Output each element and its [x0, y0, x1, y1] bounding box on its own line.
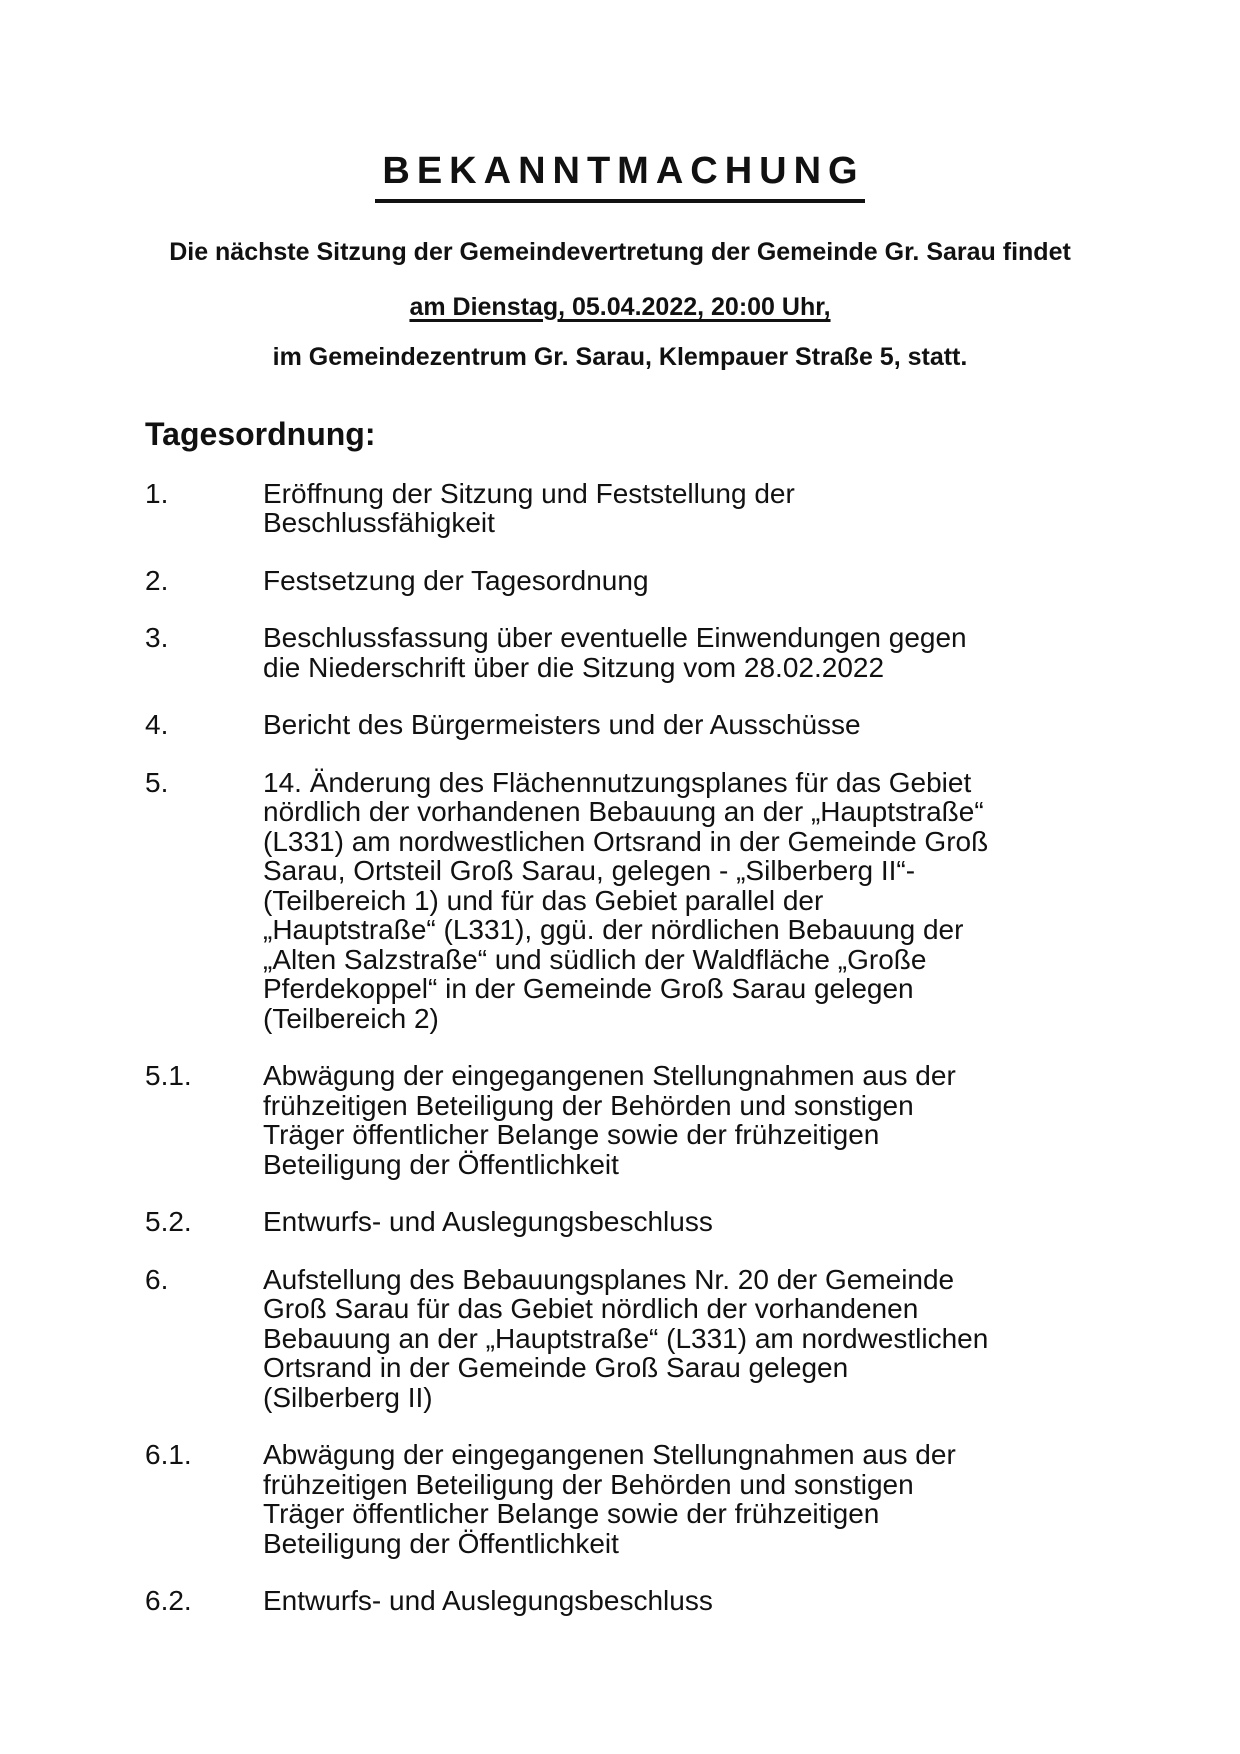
agenda-item	[145, 566, 1240, 596]
agenda-item	[145, 1440, 1240, 1558]
agenda-item-number: 5.	[145, 766, 169, 798]
agenda-item-text-line: Abwägung der eingegangenen Stellungnahmen aus der	[263, 1060, 956, 1092]
agenda-item	[145, 1207, 1240, 1237]
agenda-item-text-line: Ortsrand in der Gemeinde Groß Sarau gelegen	[263, 1352, 849, 1384]
agenda-item-number: 6.	[145, 1263, 169, 1295]
agenda-item-text-line: frühzeitigen Beteiligung der Behörden und sonstigen	[263, 1468, 914, 1500]
agenda-item-text	[263, 1586, 1240, 1616]
agenda-item-text-line: Entwurfs- und Auslegungsbeschluss	[263, 1585, 713, 1617]
agenda-item-text-line: Groß Sarau für das Gebiet nördlich der vorhandenen	[263, 1293, 919, 1325]
agenda-item-text	[263, 1207, 1240, 1237]
agenda-item-text-line: nördlich der vorhandenen Bebauung an der „Hauptstraße“	[263, 796, 984, 828]
agenda-item-number: 4.	[145, 709, 169, 741]
title-section	[0, 0, 1240, 203]
agenda-item-text-line: 14. Änderung des Flächennutzungsplanes für das Gebiet	[263, 766, 972, 798]
document-title: BEKANNTMACHUNG	[375, 150, 864, 203]
agenda-item-number: 1.	[145, 477, 169, 509]
agenda-item-text-line: Träger öffentlicher Belange sowie der frühzeitigen	[263, 1498, 880, 1530]
agenda-heading: Tagesordnung:	[145, 415, 376, 452]
agenda-item-text-line: „Hauptstraße“ (L331), ggü. der nördlichen Bebauung der	[263, 914, 964, 946]
agenda-item-text-line: Bericht des Bürgermeisters und der Ausschüsse	[263, 709, 861, 741]
agenda-item-number: 5.2.	[145, 1206, 192, 1238]
agenda-item-number: 5.1.	[145, 1060, 192, 1092]
agenda-item-text	[263, 710, 1240, 740]
intro-line-1: Die nächste Sitzung der Gemeindevertretung der Gemeinde Gr. Sarau findet	[169, 237, 1071, 266]
agenda-item-text-line: Träger öffentlicher Belange sowie der frühzeitigen	[263, 1119, 880, 1151]
agenda-item-text-line: (Teilbereich 2)	[263, 1002, 439, 1034]
agenda-item-text	[263, 1061, 1240, 1179]
intro-line-2: am Dienstag, 05.04.2022, 20:00 Uhr,	[409, 292, 831, 321]
agenda-item-number: 3.	[145, 622, 169, 654]
agenda-item-text	[263, 566, 1240, 596]
agenda-item	[145, 710, 1240, 740]
agenda-item-text-line: Eröffnung der Sitzung und Feststellung der	[263, 477, 795, 509]
agenda-item-number: 6.2.	[145, 1585, 192, 1617]
agenda-item-text	[263, 623, 1240, 682]
agenda-item-text-line: Sarau, Ortsteil Groß Sarau, gelegen - „Silberberg II“-	[263, 855, 916, 887]
agenda-item-text	[263, 768, 1240, 1034]
agenda-item	[145, 1061, 1240, 1179]
agenda-item-text-line: frühzeitigen Beteiligung der Behörden und sonstigen	[263, 1089, 914, 1121]
agenda-list	[145, 479, 1240, 1616]
agenda-item	[145, 623, 1240, 682]
agenda-item-text-line: Entwurfs- und Auslegungsbeschluss	[263, 1206, 713, 1238]
agenda-item	[145, 768, 1240, 1034]
agenda-item-text	[263, 479, 1240, 538]
agenda-item-text-line: Beschlussfassung über eventuelle Einwendungen gegen	[263, 622, 967, 654]
agenda-item-text-line: Festsetzung der Tagesordnung	[263, 564, 649, 596]
agenda-item-text-line: Beschlussfähigkeit	[263, 507, 495, 539]
agenda-item-text-line: Bebauung an der „Hauptstraße“ (L331) am nordwestlichen	[263, 1322, 989, 1354]
agenda-item-text-line: Beteiligung der Öffentlichkeit	[263, 1527, 619, 1559]
agenda-item-text-line: (Silberberg II)	[263, 1381, 433, 1413]
agenda-item-text	[263, 1440, 1240, 1558]
agenda-item-text-line: Aufstellung des Bebauungsplanes Nr. 20 der Gemeinde	[263, 1263, 955, 1295]
agenda-item-text-line: Beteiligung der Öffentlichkeit	[263, 1148, 619, 1180]
agenda-item-text-line: „Alten Salzstraße“ und südlich der Waldfläche „Große	[263, 943, 927, 975]
intro-line-3: im Gemeindezentrum Gr. Sarau, Klempauer Straße 5, statt.	[272, 342, 968, 371]
agenda-item	[145, 479, 1240, 538]
agenda-item-text-line: die Niederschrift über die Sitzung vom 28.02.2022	[263, 651, 885, 683]
agenda-item-text-line: Abwägung der eingegangenen Stellungnahmen aus der	[263, 1439, 956, 1471]
agenda-item	[145, 1265, 1240, 1413]
agenda-item-text-line: (Teilbereich 1) und für das Gebiet parallel der	[263, 884, 824, 916]
agenda-item-number: 6.1.	[145, 1439, 192, 1471]
agenda-item-number: 2.	[145, 564, 169, 596]
agenda-item	[145, 1586, 1240, 1616]
agenda-item-text-line: (L331) am nordwestlichen Ortsrand in der Gemeinde Groß	[263, 825, 989, 857]
agenda-item-text	[263, 1265, 1240, 1413]
agenda-item-text-line: Pferdekoppel“ in der Gemeinde Groß Sarau gelegen	[263, 973, 914, 1005]
